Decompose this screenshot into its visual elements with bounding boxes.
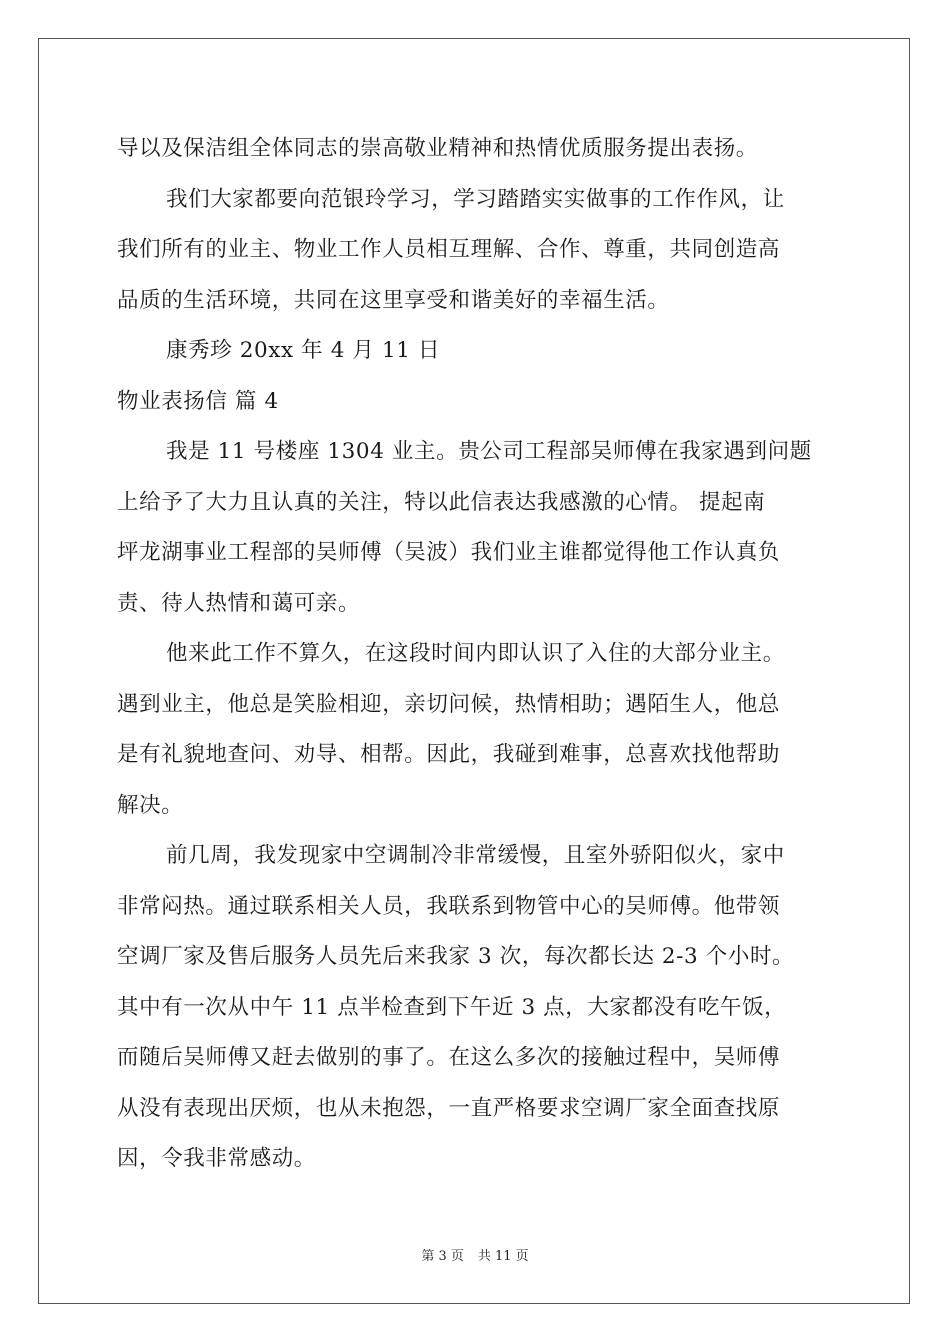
text-line: 责、待人热情和蔼可亲。 [117,590,361,616]
text-line: 其中有一次从中午 11 点半检查到下午近 3 点，大家都没有吃午饭， [117,994,787,1020]
text-line: 上给予了大力且认真的关注，特以此信表达我感激的心情。 提起南 [117,489,766,515]
text-line: 因，令我非常感动。 [117,1146,316,1171]
text-line: 是有礼貌地查问、劝导、相帮。因此，我碰到难事，总喜欢找他帮助 [117,742,781,767]
page-total: 共 11 页 [477,1249,529,1264]
text-line: 遇到业主，他总是笑脸相迎，亲切问候，热情相助；遇陌生人，他总 [117,691,781,717]
text-line: 空调厂家及售后服务人员先后来我家 3 次，每次都长达 2-3 个小时。 [117,944,795,969]
text-line: 导以及保洁组全体同志的崇高敬业精神和热情优质服务提出表扬。 [117,136,758,161]
text-line: 而随后吴师傅又赶去做别的事了。在这么多次的接触过程中，吴师傅 [117,1045,781,1070]
text-line: 解决。 [117,792,184,818]
text-line: 从没有表现出厌烦，也从未抱怨，一直严格要求空调厂家全面查找原 [117,1095,781,1121]
text-line: 品质的生活环境，共同在这里享受和谐美好的幸福生活。 [117,287,670,313]
page-footer [0,1249,950,1265]
text-line: 我们所有的业主、物业工作人员相互理解、合作、尊重，共同创造高 [117,237,781,262]
text-line: 坪龙湖事业工程部的吴师傅（吴波）我们业主谁都觉得他工作认真负 [117,540,781,565]
text-line: 他来此工作不算久，在这段时间内即认识了入住的大部分业主。 [166,641,785,666]
text-line: 我们大家都要向范银玲学习，学习踏踏实实做事的工作作风，让 [166,186,785,212]
text-line: 前几周，我发现家中空调制冷非常缓慢，且室外骄阳似火，家中 [166,843,785,868]
text-line: 我是 11 号楼座 1304 业主。贵公司工程部吴师傅在我家遇到问题 [166,439,812,464]
document-body [117,124,837,1185]
text-line: 非常闷热。通过联系相关人员，我联系到物管中心的吴师傅。他带领 [117,893,781,919]
page-number: 第 3 页 [421,1249,464,1264]
signature-line: 康秀珍 20xx 年 4 月 11 日 [166,338,441,363]
section-heading: 物业表扬信 篇 4 [117,388,279,414]
